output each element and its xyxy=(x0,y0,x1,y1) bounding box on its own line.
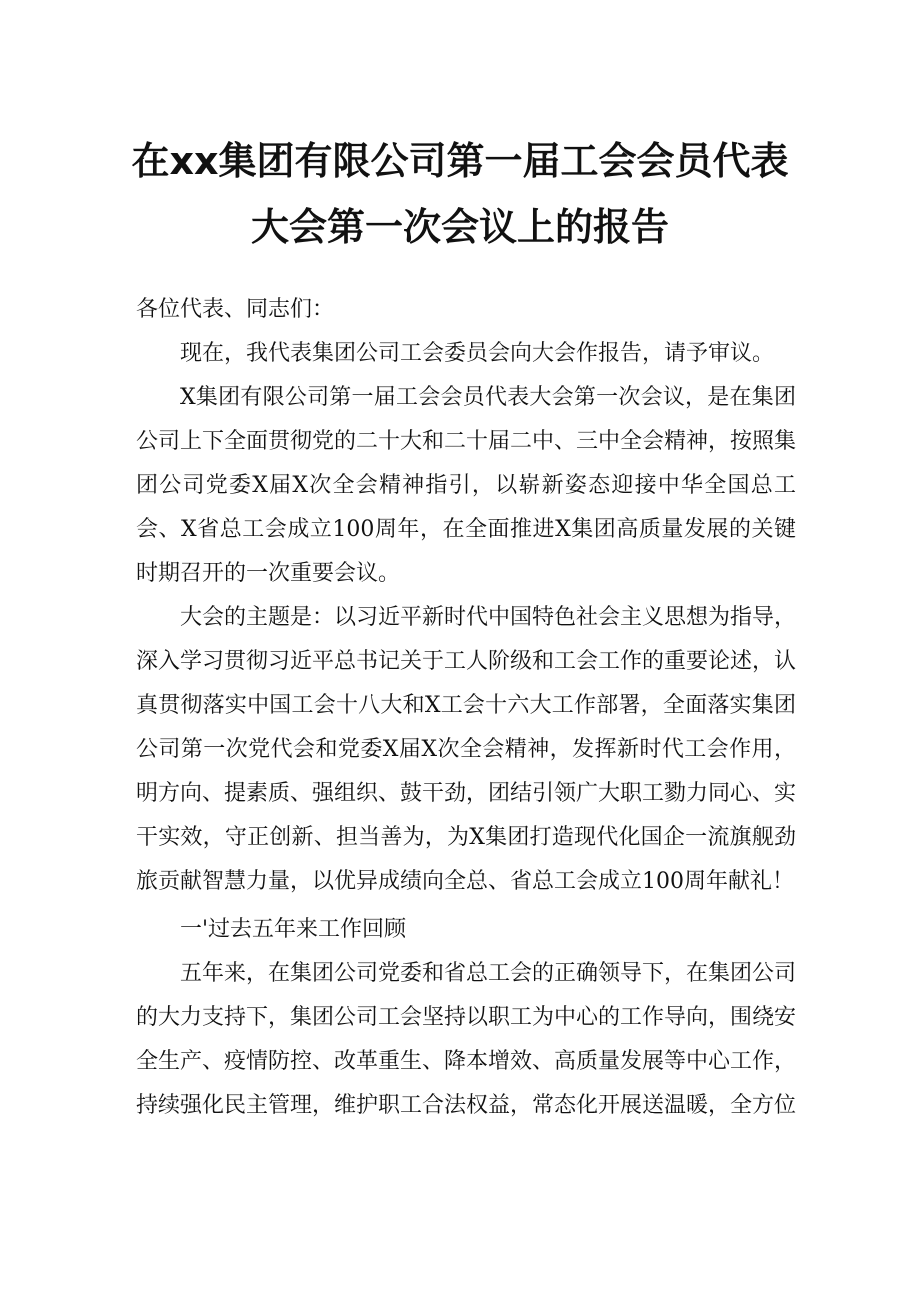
document-title-line-1: 在xx集团有限公司第一届工会会员代表 xyxy=(131,139,789,183)
document-title-line-2: 大会第一次会议上的报告 xyxy=(250,205,669,249)
salutation: 各位代表、同志们： xyxy=(136,297,335,322)
paragraph-meeting-context: X集团有限公司第一届工会会员代表大会第一次会议，是在集团公司上下全面贯彻党的二十大和二十届二中、三中全会精神，按照集团公司党委X届X次全会精神指引，以崭新姿态迎接中华全国总工会、X省总工会成立100周年，在全面推进X集团高质量发展的关键时期召开的一次重要会议。 xyxy=(136,385,797,586)
paragraph-meeting-theme: 大会的主题是：以习近平新时代中国特色社会主义思想为指导，深入学习贯彻习近平总书记关于工人阶级和工会工作的重要论述，认真贯彻落实中国工会十八大和X工会十六大工作部署，全面落实集团公司第一次党代会和党委X届X次全会精神，发挥新时代工会作用，明方向、提素质、强组织、鼓干劲，团结引领广大职工勠力同心、实干实效，守正创新、担当善为，为X集团打造现代化国企一流旗舰劲旅贡献智慧力量，以优异成绩向全总、省总工会成立100周年献礼！ xyxy=(136,605,797,894)
intro-paragraphs xyxy=(136,332,796,904)
section-heading: 一'过去五年来工作回顾 xyxy=(180,917,407,942)
section-heading-block xyxy=(136,908,796,952)
paragraph-five-year-review: 五年来，在集团公司党委和省总工会的正确领导下，在集团公司的大力支持下，集团公司工会坚持以职工为中心的工作导向，围绕安全生产、疫情防控、改革重生、降本增效、高质量发展等中心工作，持续强化民主管理，维护职工合法权益，常态化开展送温暖，全方位 xyxy=(136,961,797,1118)
paragraph-opening: 现在，我代表集团公司工会委员会向大会作报告，请予审议。 xyxy=(180,341,775,366)
section-body xyxy=(136,952,796,1128)
